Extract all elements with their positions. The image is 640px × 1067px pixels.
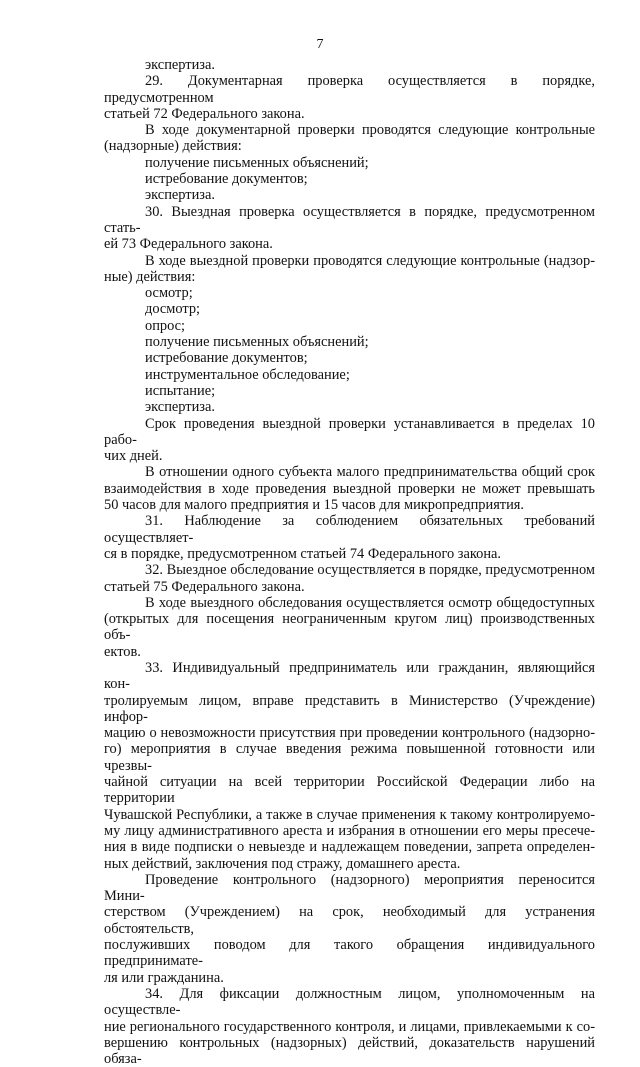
text-line: взаимодействия в ходе проведения выездной проверки не может превышать [104, 480, 595, 497]
text-line: 32. Выездное обследование осуществляется в порядке, предусмотренном [145, 562, 595, 579]
text-line: инструментальное обследование; [145, 366, 350, 383]
text-line: ся в порядке, предусмотренном статьей 74 Федерального закона. [104, 545, 501, 562]
text-line: послуживших поводом для такого обращения индивидуального предпринимате- [104, 937, 595, 970]
text-line: опрос; [145, 317, 186, 334]
text-line: му лицу административного ареста и избрания в отношении его меры пресече- [104, 822, 595, 839]
text-line: (открытых для посещения неограниченным кругом лиц) производственных объ- [104, 611, 595, 644]
text-line: стерством (Учреждением) на срок, необходимый для устранения обстоятельств, [104, 904, 595, 937]
text-line: чайной ситуации на всей территории Российской Федерации либо на территории [104, 774, 595, 807]
text-line: В отношении одного субъекта малого предпринимательства общий срок [145, 464, 595, 481]
text-line: экспертиза. [145, 399, 215, 416]
text-line: 31. Наблюдение за соблюдением обязательных требований осуществляет- [104, 513, 595, 546]
text-line: тролируемым лицом, вправе представить в Министерство (Учреждение) инфор- [104, 692, 595, 725]
text-line: истребование документов; [145, 350, 308, 367]
text-line: экспертиза. [145, 187, 215, 204]
text-line: 29. Документарная проверка осуществляется в порядке, предусмотренном [104, 73, 595, 106]
text-line: статьей 72 Федерального закона. [104, 105, 305, 122]
text-line: ния в виде подписки о невыезде и надлежащем поведении, запрета определен- [104, 839, 595, 856]
text-line: экспертиза. [145, 57, 215, 73]
text-line: В ходе выездной проверки проводятся следующие контрольные (надзор- [145, 252, 595, 269]
text-line: В ходе выездного обследования осуществляется осмотр общедоступных [145, 594, 595, 611]
text-line: Чувашской Республики, а также в случае применения к такому контролируемо- [104, 806, 595, 823]
text-line: 50 часов для малого предприятия и 15 часов для микропредприятия. [104, 497, 525, 514]
text-line: истребование документов; [145, 171, 308, 188]
text-line: 33. Индивидуальный предприниматель или гражданин, являющийся кон- [104, 659, 595, 693]
text-line: 30. Выездная проверка осуществляется в порядке, предусмотренном стать- [104, 203, 595, 236]
text-line: (надзорные) действия: [104, 138, 242, 155]
text-line: ля или гражданина. [104, 969, 224, 986]
text-line: В ходе документарной проверки проводятся следующие контрольные [145, 122, 595, 139]
text-line: ей 73 Федерального закона. [104, 236, 273, 253]
text-line: Проведение контрольного (надзорного) мероприятия переносится Мини- [104, 871, 595, 905]
text-line: ектов. [104, 643, 141, 660]
text-line: осмотр; [145, 285, 193, 302]
text-line: вершению контрольных (надзорных) действий, доказательств нарушений обяза- [104, 1034, 595, 1067]
document-body [104, 57, 595, 1067]
text-line: досмотр; [145, 301, 201, 318]
text-line: мацию о невозможности присутствия при проведении контрольного (надзорно- [104, 725, 595, 742]
text-line: Срок проведения выездной проверки устанавливается в пределах 10 рабо- [104, 415, 595, 448]
text-line: получение письменных объяснений; [145, 334, 369, 351]
text-line: 34. Для фиксации должностным лицом, уполномоченным на осуществле- [104, 985, 595, 1019]
text-line: го) мероприятия в случае введения режима повышенной готовности или чрезвы- [104, 741, 595, 774]
text-line: испытание; [145, 382, 216, 399]
text-line: ных действий, заключения под стражу, домашнего ареста. [104, 855, 461, 872]
text-line: статьей 75 Федерального закона. [104, 578, 305, 595]
text-line: ние регионального государственного контроля, и лицами, привлекаемыми к со- [104, 1018, 595, 1035]
text-line: ные) действия: [104, 268, 196, 285]
text-line: получение письменных объяснений; [145, 154, 369, 171]
text-line: чих дней. [104, 448, 163, 465]
page-number: 7 [316, 37, 324, 52]
